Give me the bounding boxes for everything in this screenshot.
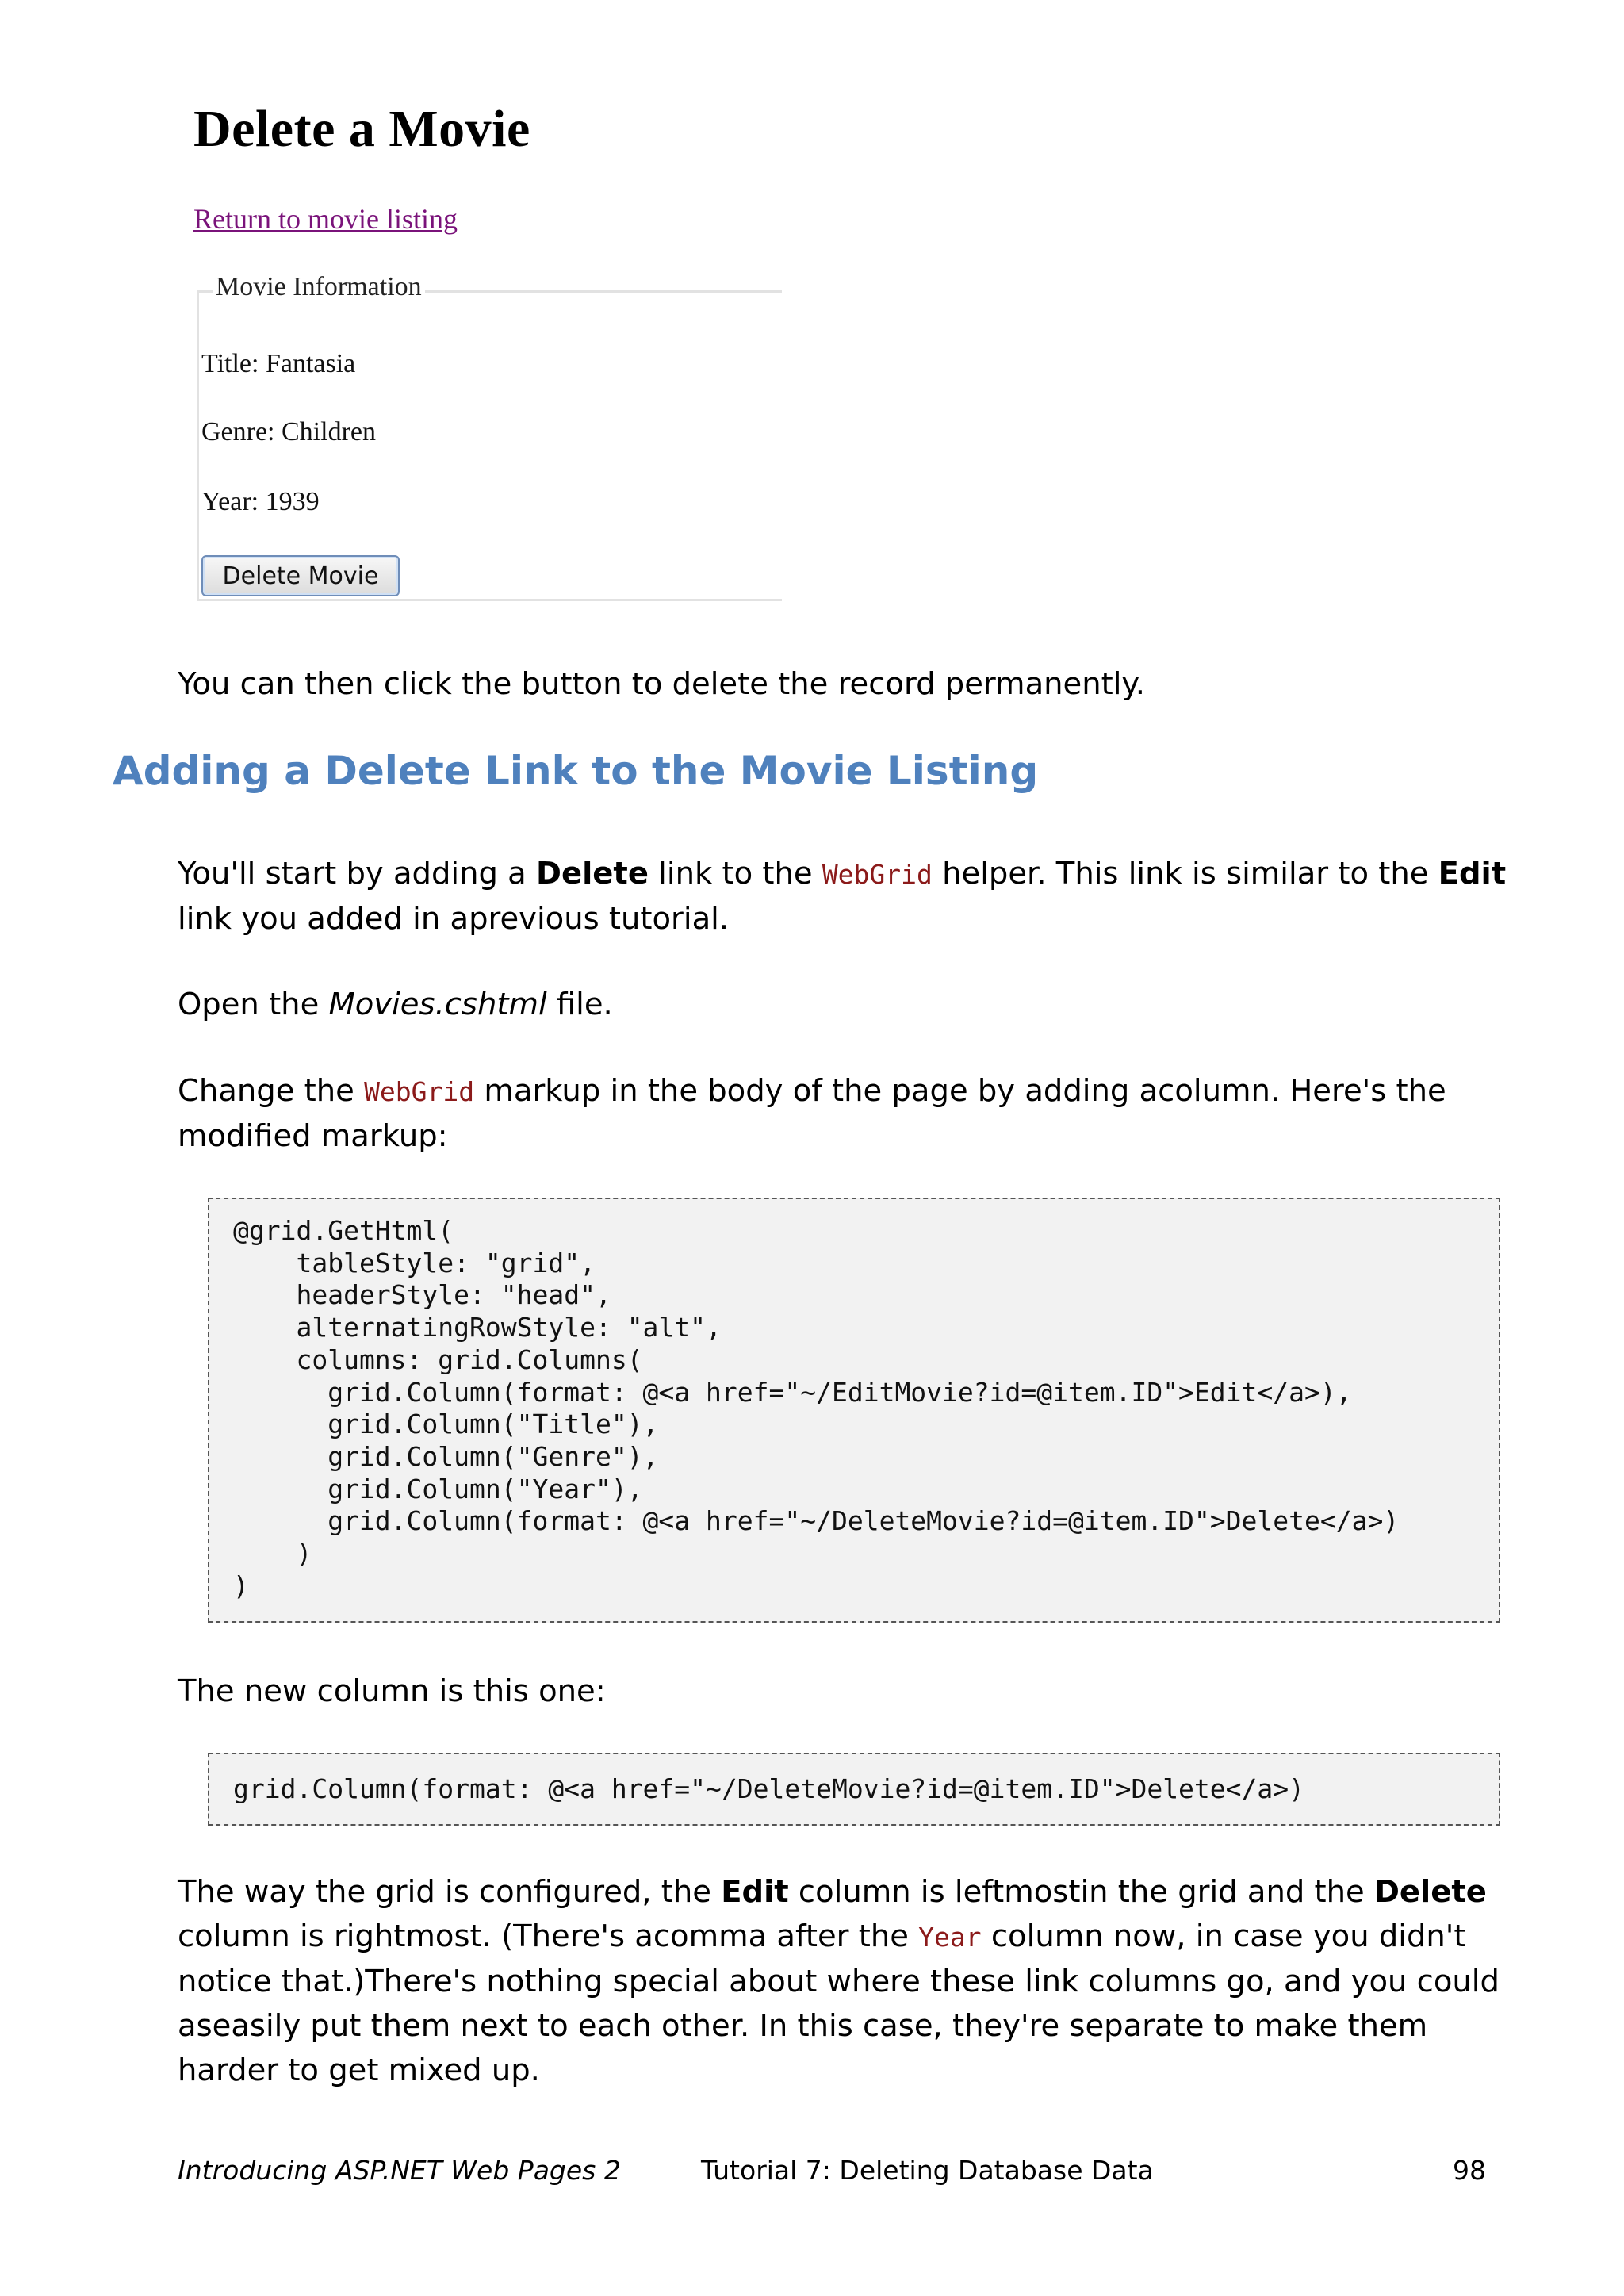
text-run: column is rightmost. (There's acomma after the [178,1918,919,1954]
text-run: column now, in case you didn't notice that.)There's nothing special about where these link columns go, and you could aseasily put them next to each other. In this case, they're separate to make them harder to get mixed up. [178,1918,1500,2088]
bold-term: Edit [1438,856,1507,891]
movie-title-field: Title: Fantasia [201,349,356,378]
footer-book-title: Introducing ASP.NET Web Pages 2 [178,2155,621,2186]
text-run: link to the [648,856,822,891]
text-run: link you added in aprevious tutorial. [178,901,730,937]
code-text: @grid.GetHtml( tableStyle: "grid", headerStyle: "head", alternatingRowStyle: "alt", columns: grid.Columns( grid.Column(format: @<a href="~/EditMovie?id=@item.ID">Edit</a>), grid.Column("Title"), grid.Column("Genre"), grid.Column("Year"), grid.Column(format: @<a href="~/DeleteMovie?id=@item.ID">Delete</a>) ) ) [233,1215,1400,1601]
page-number: 98 [1453,2155,1486,2186]
paragraph-grid-configuration [178,1870,1510,2093]
bold-term: Delete [536,856,649,891]
text-run: column is leftmostin the grid and the [788,1874,1374,1910]
bold-term: Delete [1373,1874,1487,1910]
text-run: The way the grid is configured, the [178,1874,722,1910]
paragraph-change-markup [178,1069,1510,1159]
paragraph-new-column: The new column is this one: [178,1673,606,1709]
text-run: helper. This link is similar to the [932,856,1438,891]
section-heading: Adding a Delete Link to the Movie Listing [113,748,1039,794]
intro-paragraph: You can then click the button to delete the record permanently. [178,666,1145,702]
text-run: Change the [178,1073,365,1109]
return-to-listing-link[interactable]: Return to movie listing [193,203,458,235]
inline-code: Year [918,1922,982,1953]
file-name: Movies.cshtml [328,987,547,1022]
footer-chapter-title: Tutorial 7: Deleting Database Data [701,2155,1154,2186]
delete-movie-screenshot [189,100,791,611]
text-run: Open the [178,987,329,1022]
code-block-delete-column [208,1753,1500,1826]
paragraph-open-file [178,983,1510,1027]
bold-term: Edit [721,1874,789,1910]
screenshot-title: Delete a Movie [193,100,530,158]
paragraph-delete-link [178,852,1510,941]
text-run: markup in the body of the page by adding acolumn. Here's the modified markup: [178,1073,1446,1154]
fieldset-legend: Movie Information [213,271,425,304]
code-text: grid.Column(format: @<a href="~/DeleteMovie?id=@item.ID">Delete</a>) [233,1773,1305,1804]
inline-code: WebGrid [364,1076,475,1107]
movie-year-field: Year: 1939 [201,487,320,516]
movie-genre-field: Genre: Children [201,417,376,447]
code-block-gethtml [208,1198,1500,1623]
delete-movie-button[interactable]: Delete Movie [201,555,400,596]
inline-code: WebGrid [822,859,933,890]
text-run: file. [546,987,613,1022]
text-run: You'll start by adding a [178,856,537,891]
